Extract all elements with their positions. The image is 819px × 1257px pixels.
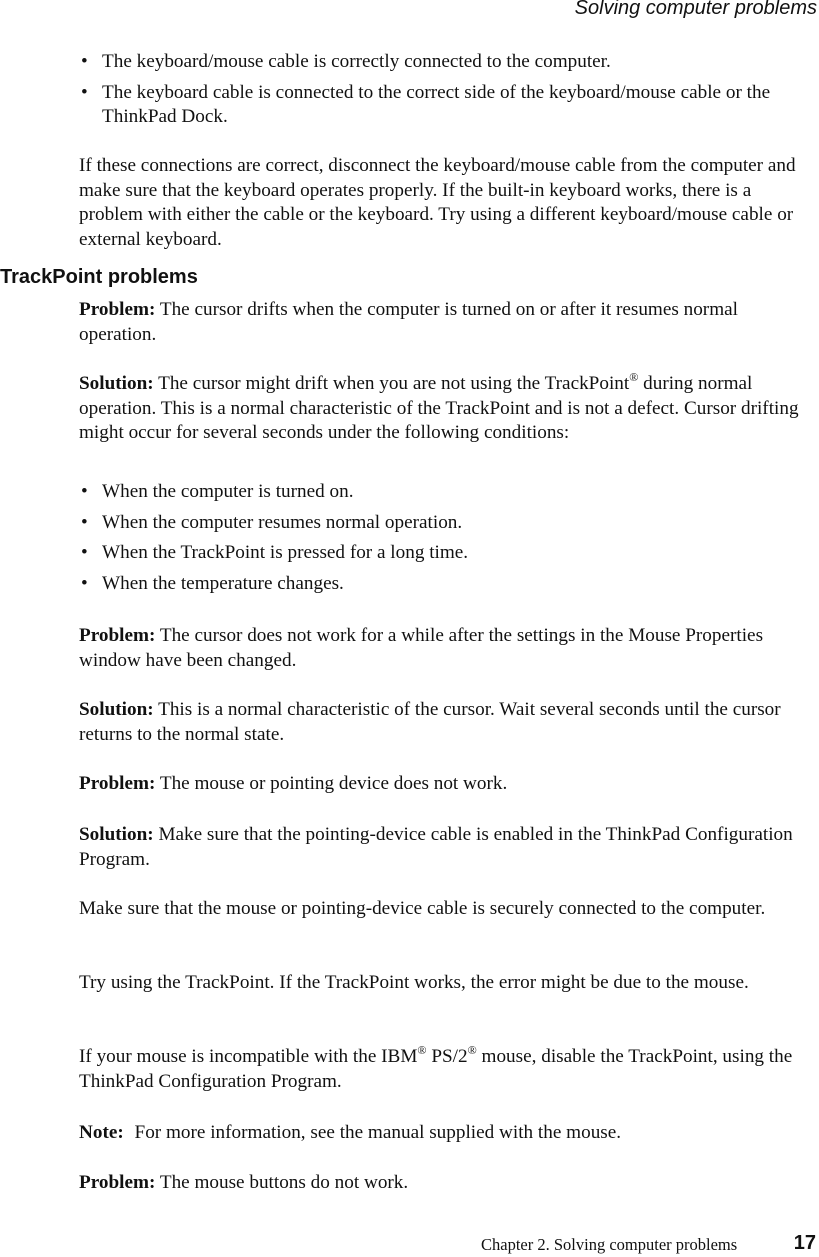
footer-chapter: Chapter 2. Solving computer problems — [481, 1235, 738, 1254]
problem-1-text: The cursor drifts when the computer is turned on or after it resumes normal operation. — [79, 299, 738, 345]
paragraph-cable-connected: Make sure that the mouse or pointing-device cable is securely connected to the computer. — [79, 898, 766, 919]
list-item: • When the computer resumes normal operation. — [79, 511, 814, 536]
problem-4 — [79, 1171, 817, 1196]
problem-label: Problem: — [79, 299, 156, 320]
problem-label: Problem: — [79, 773, 156, 794]
intro-bullet-list — [79, 50, 814, 136]
paragraph-try-trackpoint: Try using the TrackPoint. If the TrackPoint works, the error might be due to the mouse. — [79, 972, 749, 993]
registered-mark: ® — [417, 1043, 427, 1057]
solution-1 — [79, 372, 817, 446]
paragraph-incompatible-mouse — [79, 1045, 817, 1094]
problem-3 — [79, 772, 817, 797]
note — [79, 1121, 817, 1146]
solution-label: Solution: — [79, 699, 154, 720]
problem-4-text: The mouse buttons do not work. — [159, 1172, 409, 1193]
incompatible-text-a: If your mouse is incompatible with the IBM — [79, 1046, 418, 1067]
incompatible-text-b: PS/2 — [426, 1046, 468, 1067]
registered-mark: ® — [629, 370, 639, 384]
list-item: • When the TrackPoint is pressed for a long time. — [79, 541, 814, 566]
solution-3-text: Make sure that the pointing-device cable is enabled in the ThinkPad Configuration Program. — [79, 824, 793, 870]
solution-1-text-b: during normal operation. This is a normal characteristic of the TrackPoint and is not a defect. Cursor drifting might occur for several seconds under the following conditions: — [79, 373, 799, 443]
list-item: • The keyboard/mouse cable is correctly connected to the computer. — [79, 50, 814, 75]
problem-2 — [79, 624, 817, 673]
solution-label: Solution: — [79, 373, 154, 394]
problem-1 — [79, 298, 817, 347]
page-number: 17 — [793, 1232, 816, 1254]
solution-1-text-a: The cursor might drift when you are not using the TrackPoint — [158, 373, 630, 394]
problem-3-text: The mouse or pointing device does not work. — [159, 773, 508, 794]
solution-3 — [79, 823, 817, 872]
running-header: Solving computer problems — [574, 0, 817, 19]
section-heading: TrackPoint problems — [0, 266, 198, 288]
list-item: • When the temperature changes. — [79, 572, 814, 597]
solution-label: Solution: — [79, 824, 154, 845]
solution-2-text: This is a normal characteristic of the cursor. Wait several seconds until the cursor returns to the normal state. — [79, 699, 781, 745]
problem-label: Problem: — [79, 625, 156, 646]
problem-2-text: The cursor does not work for a while after the settings in the Mouse Properties window have been changed. — [79, 625, 764, 671]
list-item: • When the computer is turned on. — [79, 480, 814, 505]
problem-label: Problem: — [79, 1172, 156, 1193]
registered-mark: ® — [467, 1043, 477, 1057]
note-text: For more information, see the manual supplied with the mouse. — [134, 1122, 622, 1143]
list-item: • The keyboard cable is connected to the correct side of the keyboard/mouse cable or the ThinkPad Dock. — [79, 81, 814, 130]
intro-paragraph: If these connections are correct, disconnect the keyboard/mouse cable from the computer and make sure that the keyboard operates properly. If the built-in keyboard works, there is a problem with either the cable or the keyboard. Try using a different keyboard/mouse cable or external keyboard. — [79, 155, 796, 250]
conditions-list — [79, 480, 814, 602]
note-label: Note: — [79, 1122, 124, 1143]
solution-2 — [79, 698, 817, 747]
incompatible-text-c: mouse, disable the TrackPoint, using the ThinkPad Configuration Program. — [79, 1046, 793, 1092]
